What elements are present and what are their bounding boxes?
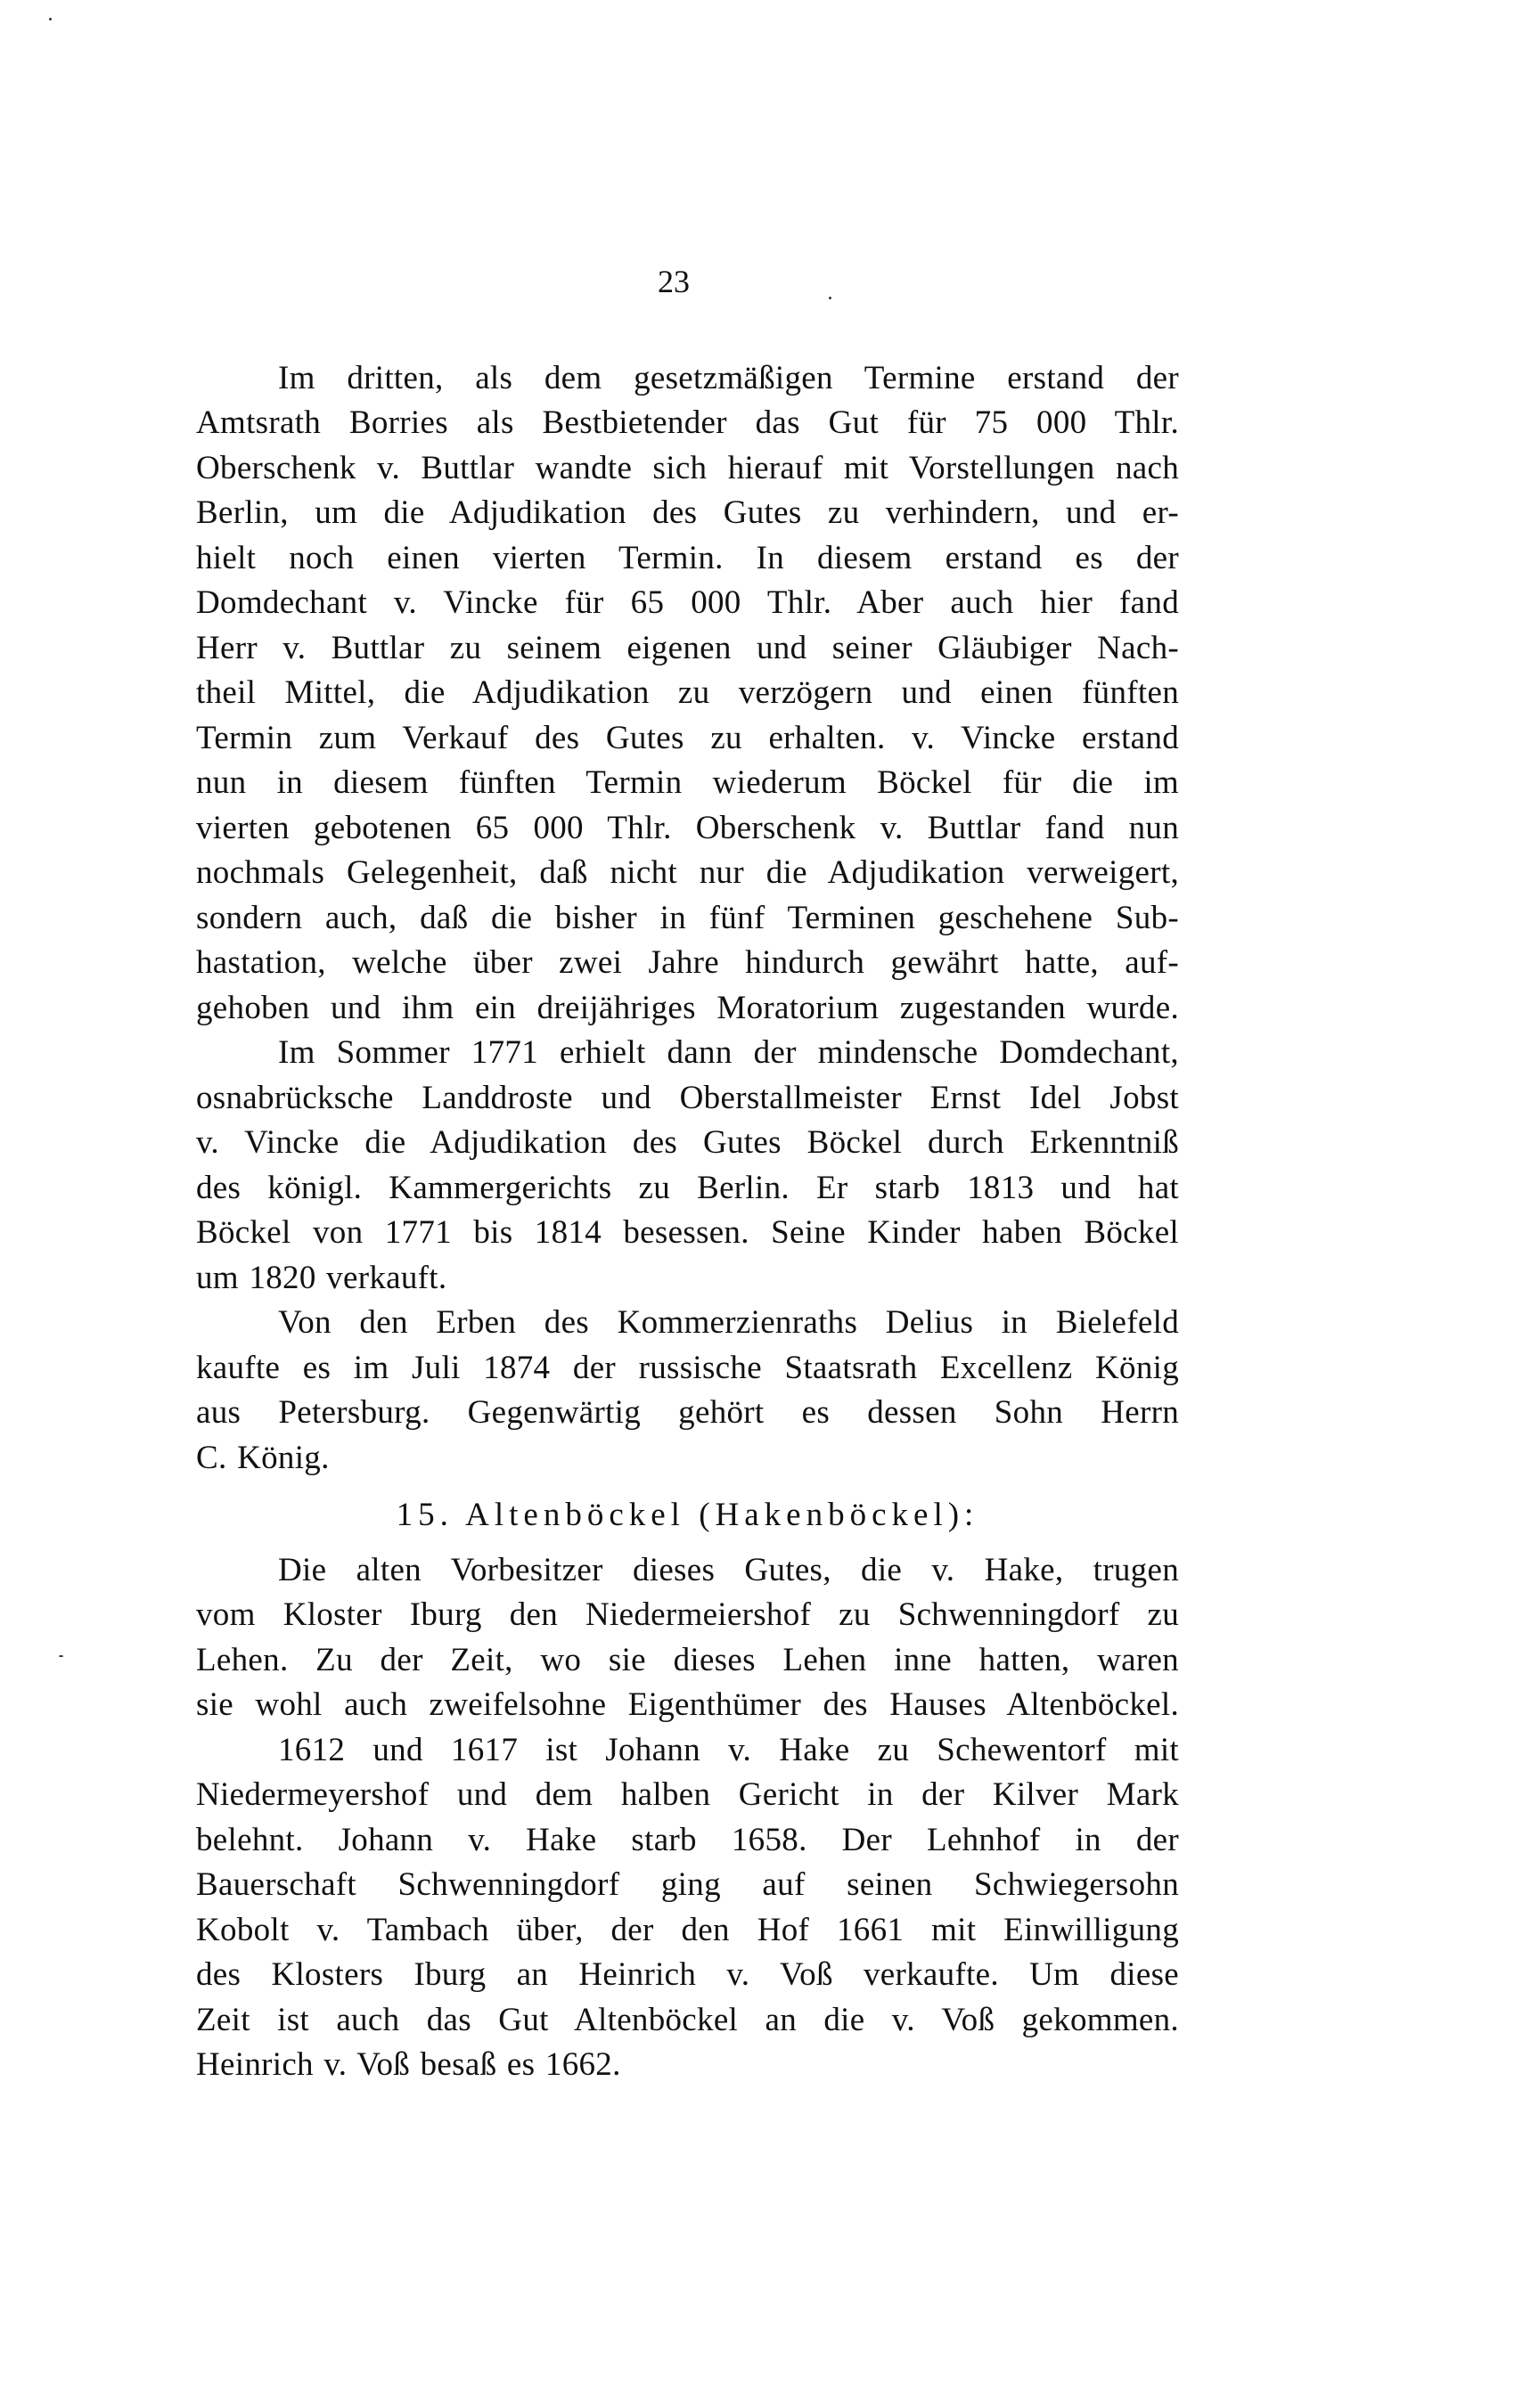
text-line: Von den Erben des Kommerzienraths Delius in Bielefeld bbox=[278, 1304, 1179, 1341]
text-line: des königl. Kammergerichts zu Berlin. Er starb 1813 und hat bbox=[196, 1170, 1179, 1206]
text-line: aus Petersburg. Gegenwärtig gehört es dessen Sohn Herrn bbox=[196, 1394, 1179, 1431]
section-heading: 15. Altenböckel (Hakenböckel): bbox=[396, 1497, 979, 1533]
text-line: theil Mittel, die Adjudikation zu verzögern und einen fünften bbox=[196, 674, 1179, 711]
text-line: kaufte es im Juli 1874 der russische Staatsrath Excellenz König bbox=[196, 1350, 1179, 1386]
text-line: vierten gebotenen 65 000 Thlr. Oberschenk v. Buttlar fand nun bbox=[196, 810, 1179, 846]
text-line: Die alten Vorbesitzer dieses Gutes, die v. Hake, trugen bbox=[278, 1552, 1179, 1588]
text-line: Kobolt v. Tambach über, der den Hof 1661 mit Einwilligung bbox=[196, 1912, 1179, 1948]
text-line: Heinrich v. Voß besaß es 1662. bbox=[196, 2046, 621, 2083]
text-line: Termin zum Verkauf des Gutes zu erhalten. v. Vincke erstand bbox=[196, 720, 1179, 756]
text-line: Oberschenk v. Buttlar wandte sich hierauf mit Vorstellungen nach bbox=[196, 450, 1179, 486]
text-line: gehoben und ihm ein dreijähriges Moratorium zugestanden wurde. bbox=[196, 990, 1179, 1026]
text-line: Lehen. Zu der Zeit, wo sie dieses Lehen inne hatten, waren bbox=[196, 1642, 1179, 1678]
text-line: Herr v. Buttlar zu seinem eigenen und seiner Gläubiger Nach- bbox=[196, 630, 1179, 666]
text-line: osnabrücksche Landdroste und Oberstallmeister Ernst Idel Jobst bbox=[196, 1080, 1179, 1116]
text-line: Im dritten, als dem gesetzmäßigen Termine erstand der bbox=[278, 360, 1179, 396]
text-line: Böckel von 1771 bis 1814 besessen. Seine Kinder haben Böckel bbox=[196, 1214, 1179, 1251]
scan-speck bbox=[829, 297, 831, 299]
text-line: Zeit ist auch das Gut Altenböckel an die v. Voß gekommen. bbox=[196, 2002, 1179, 2038]
text-line: v. Vincke die Adjudikation des Gutes Böckel durch Erkenntniß bbox=[196, 1124, 1179, 1161]
text-line: C. König. bbox=[196, 1440, 330, 1476]
scan-speck bbox=[59, 1655, 63, 1657]
text-line: hielt noch einen vierten Termin. In diesem erstand es der bbox=[196, 540, 1179, 576]
text-line: Amtsrath Borries als Bestbietender das Gut für 75 000 Thlr. bbox=[196, 404, 1179, 441]
text-line: Bauerschaft Schwenningdorf ging auf seinen Schwiegersohn bbox=[196, 1866, 1179, 1903]
text-line: Domdechant v. Vincke für 65 000 Thlr. Aber auch hier fand bbox=[196, 584, 1179, 621]
text-line: sondern auch, daß die bisher in fünf Terminen geschehene Sub- bbox=[196, 900, 1179, 936]
text-line: Im Sommer 1771 erhielt dann der mindensche Domdechant, bbox=[278, 1034, 1179, 1071]
text-line: nun in diesem fünften Termin wiederum Böckel für die im bbox=[196, 764, 1179, 801]
text-line: Berlin, um die Adjudikation des Gutes zu verhindern, und er- bbox=[196, 494, 1179, 531]
text-line: vom Kloster Iburg den Niedermeiershof zu Schwenningdorf zu bbox=[196, 1596, 1179, 1633]
text-line: Niedermeyershof und dem halben Gericht in der Kilver Mark bbox=[196, 1776, 1179, 1813]
scan-speck bbox=[49, 18, 52, 20]
text-line: um 1820 verkauft. bbox=[196, 1260, 447, 1296]
text-line: nochmals Gelegenheit, daß nicht nur die Adjudikation verweigert, bbox=[196, 854, 1179, 891]
text-line: belehnt. Johann v. Hake starb 1658. Der Lehnhof in der bbox=[196, 1822, 1179, 1858]
text-line: hastation, welche über zwei Jahre hindurch gewährt hatte, auf- bbox=[196, 944, 1179, 981]
page-number: 23 bbox=[658, 264, 690, 299]
text-line: des Klosters Iburg an Heinrich v. Voß verkaufte. Um diese bbox=[196, 1956, 1179, 1993]
text-line: sie wohl auch zweifelsohne Eigenthümer des Hauses Altenböckel. bbox=[196, 1686, 1179, 1723]
text-line: 1612 und 1617 ist Johann v. Hake zu Schewentorf mit bbox=[278, 1732, 1179, 1768]
